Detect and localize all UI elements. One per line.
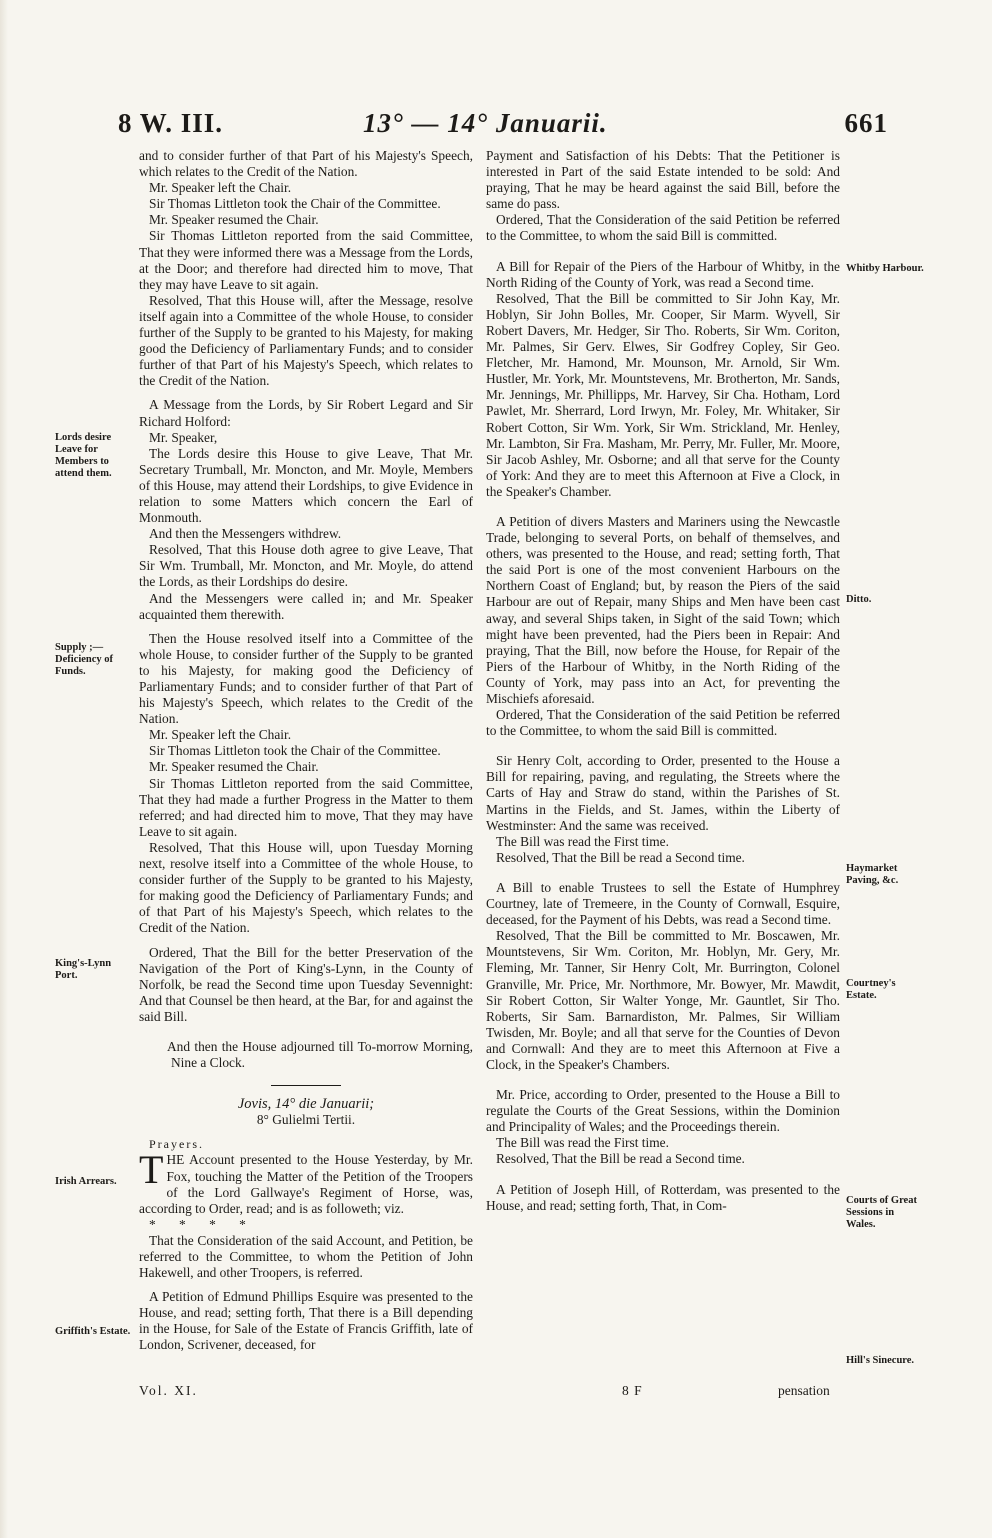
- drop-cap: T: [139, 1147, 164, 1193]
- paragraph: [139, 1147, 473, 1216]
- header-dates: 13° — 14° Januarii.: [363, 108, 608, 138]
- margin-note-kings-lynn: King's-Lynn Port.: [55, 958, 112, 981]
- paragraph: Mr. Speaker left the Chair.: [149, 180, 292, 196]
- paragraph: and to consider further of that Part of his Majesty's Speech, which relates to the Credit of the Nation.: [139, 148, 473, 180]
- paragraph-text: HE Account presented to the House Yesterday, by Mr. Fox, touching the Matter of the Petition of the Troopers of the Lord Gallwaye's Regiment of Horse, was, according to Order, read; and is as followeth; viz.: [139, 1152, 473, 1216]
- header-page-number: 661: [844, 108, 888, 138]
- paragraph: Ordered, That the Bill for the better Preservation of the Navigation of the Port of King's-Lynn, in the County of Norfolk, be read the Second time upon Tuesday Sevennight: And that Counsel be then heard, at the Bar, for and against the said Bill.: [139, 944, 473, 1024]
- footer-catchword: pensation: [778, 1383, 830, 1398]
- header-regnal-year: 8 W. III.: [118, 108, 224, 138]
- paragraph: A Bill for Repair of the Piers of the Harbour of Whitby, in the North Riding of the County of York, was read a Second time.: [486, 258, 840, 290]
- margin-note-great-sessions: Courts of Great Sessions in Wales.: [846, 1195, 917, 1230]
- paragraph: Resolved, That this House doth agree to give Leave, That Sir Wm. Trumball, Mr. Moncton, and Mr. Moyle, do attend the Lords, as their Lordships do desire.: [139, 542, 473, 590]
- paragraph: Sir Henry Colt, according to Order, presented to the House a Bill for repairing, paving, and regulating, the Streets where the Carts of Hay and Straw do stand, within the Parishes of St. Martins in the Fields, and St. James, within the Liberty of Westminster: And the same was received.: [486, 753, 840, 833]
- paragraph: Resolved, That the Bill be committed to Mr. Boscawen, Mr. Mountstevens, Sir Wm. Coriton, Mr. Hoblyn, Mr. Gery, Mr. Fleming, Mr. Tanner, Sir Henry Colt, Mr. Burrington, Colonel Granville, Mr. Price, Mr. Northmore, Mr. Bowyer, Mr. Mawdit, Sir Robert Cotton, Sir Walter Yonge, Mr. Gauntlet, Sir Tho. Roberts, Sir Sam. Barnardiston, Mr. Palmes, Sir William Twisden, Mr. Boyle; and all that serve for the Counties of Devon and Cornwall: And they are to meet this Afternoon at Five a Clock, in the Speaker's Chambers.: [486, 928, 840, 1072]
- paragraph: Mr. Speaker left the Chair.: [149, 727, 292, 743]
- margin-note-griffiths-estate: Griffith's Estate.: [55, 1326, 131, 1337]
- margin-note-haymarket: Haymarket Paving, &c.: [846, 863, 899, 886]
- paragraph: Ordered, That the Consideration of the said Petition be referred to the Committee, to whom the said Bill is committed.: [486, 707, 840, 739]
- margin-note-lords-desire: Lords desire Leave for Members to attend them.: [55, 432, 112, 479]
- margin-note-courtney: Courtney's Estate.: [846, 978, 896, 1001]
- omission-stars: * * * *: [149, 1216, 256, 1232]
- paragraph: The Lords desire this House to give Leave, That Mr. Secretary Trumball, Mr. Moncton, and Mr. Moyle, Members of this House, may attend their Lordships, to give Evidence in relation to some Matters which concern the Earl of Monmouth.: [139, 445, 473, 526]
- paragraph: The Bill was read the First time.: [496, 1135, 669, 1151]
- prayers-heading: Prayers.: [149, 1137, 204, 1152]
- day-heading: Jovis, 14° die Januarii;: [237, 1096, 375, 1113]
- paragraph: Mr. Speaker resumed the Chair.: [149, 759, 319, 775]
- adjournment-note: And then the House adjourned till To-morrow Morning, Nine a Clock.: [167, 1038, 473, 1071]
- margin-note-supply: Supply ;— Deficiency of Funds.: [55, 642, 114, 677]
- right-column: [486, 148, 840, 1214]
- paragraph: Then the House resolved itself into a Committee of the whole House, to consider further of the Supply to be granted to his Majesty, for making good the Deficiency of Parliamentary Funds; and to consider further of that Part of his Majesty's Speech, which relates to the Credit of the Nation.: [139, 630, 473, 727]
- paragraph: Ordered, That the Consideration of the said Petition be referred to the Committee, to whom the said Bill is committed.: [486, 212, 840, 244]
- margin-note-irish-arrears: Irish Arrears.: [55, 1176, 117, 1187]
- paragraph: A Bill to enable Trustees to sell the Estate of Humphrey Courtney, late of Tremeere, in the County of Cornwall, Esquire, deceased, for the Payment of his Debts, was read a Second time.: [486, 879, 840, 928]
- paragraph: Resolved, That the Bill be read a Second time.: [496, 849, 745, 865]
- paragraph: Mr. Speaker,: [149, 429, 218, 445]
- paragraph: Sir Thomas Littleton took the Chair of the Committee.: [149, 196, 441, 212]
- paragraph: A Petition of Joseph Hill, of Rotterdam, was presented to the House, and read; setting forth, That, in Com-: [486, 1181, 840, 1213]
- margin-note-ditto: Ditto.: [846, 594, 872, 605]
- paragraph: Resolved, That this House will, upon Tuesday Morning next, resolve itself into a Committee of the whole House, to consider further of the Supply to be granted to his Majesty, for making good the Deficiency of Parliamentary Funds; and of that Part of his Majesty's Speech, which relates to the Credit of the Nation.: [139, 839, 473, 936]
- left-column: [139, 148, 473, 1354]
- paragraph: Mr. Speaker resumed the Chair.: [149, 212, 319, 228]
- paragraph: And then the Messengers withdrew.: [149, 526, 342, 542]
- paragraph: A Petition of Edmund Phillips Esquire was presented to the House, and read; setting forth, That there is a Bill depending in the House, for Sale of the Estate of Francis Griffith, late of London, Scrivener, deceased, for: [139, 1289, 473, 1353]
- footer-volume: Vol. XI.: [139, 1383, 198, 1398]
- paragraph: Mr. Price, according to Order, presented to the House a Bill to regulate the Courts of the Great Sessions, within the Dominion and Principality of Wales; and the Proceedings therein.: [486, 1087, 840, 1135]
- paragraph: Payment and Satisfaction of his Debts: That the Petitioner is interested in Part of the said Estate intended to be sold: And praying, That he may be heard against the said Bill, before the same do pass.: [486, 148, 840, 212]
- margin-note-whitby: Whitby Harbour.: [846, 263, 924, 274]
- regnal-heading: 8° Gulielmi Tertii.: [256, 1112, 356, 1128]
- paragraph: Resolved, That the Bill be committed to Sir John Kay, Mr. Hoblyn, Sir John Bolles, Mr. Cooper, Sir Marm. Wyvell, Sir Robert Davers, Mr. Hedger, Sir Tho. Roberts, Sir Wm. Coriton, Mr. Palmes, Sir Gerv. Elwes, Sir Godfrey Copley, Sir Geo. Fletcher, Mr. Hamond, Mr. Mounson, Mr. Arnold, Sir Wm. Hustler, Mr. York, Mr. Mountstevens, Mr. Brotherton, Mr. Sands, Mr. Jennings, Mr. Phillipps, Mr. Harvey, Sir Cha. Hotham, Lord Pawlet, Mr. Sherrard, Lord Irwyn, Mr. Foley, Mr. Whitaker, Sir Robert Cotton, Sir Wm. York, Sir Wm. Strickland, Mr. Henley, Mr. Lambton, Sir Fra. Masham, Mr. Perry, Mr. Fuller, Mr. Moore, Sir Jacob Ashley, Mr. Osborne; and all that serve for the County of York: And they are to meet this Afternoon at Five a Clock, in the Speaker's Chamber.: [486, 290, 840, 499]
- paragraph: Sir Thomas Littleton reported from the said Committee, That they were informed there was a Message from the Lords, at the Door; and therefore had directed him to move, That they may have Leave to sit again.: [139, 228, 473, 292]
- footer-signature: 8 F: [622, 1383, 643, 1398]
- paragraph: Resolved, That this House will, after the Message, resolve itself again into a Committee of the whole House, to consider further of the Supply to be granted to his Majesty, for making good the Deficiency of Parliamentary Funds; and to consider further of that Part of his Majesty's Speech, which relates to the Credit of the Nation.: [139, 292, 473, 389]
- paragraph: A Petition of divers Masters and Mariners using the Newcastle Trade, belonging to several Ports, on behalf of themselves, and others, was presented to the House, and read; setting forth, That the said Port is one of the most convenient Harbours on the Northern Coast of England; but, by reason the Piers of the said Harbour are out of Repair, many Ships and Men have been cast away, and several Ships taken, in Sight of the said Town; which might have been prevented, had the Piers been in Repair: And praying, That the Bill, now before the House, for Repair of the Piers of the Harbour of Whitby, in the North Riding of the County of York, may pass into an Act, for preventing the Mischiefs aforesaid.: [486, 513, 840, 706]
- paragraph: Sir Thomas Littleton took the Chair of the Committee.: [149, 743, 441, 759]
- paragraph: The Bill was read the First time.: [496, 833, 669, 849]
- scan-edge-shadow: [0, 0, 8, 1538]
- paragraph: Resolved, That the Bill be read a Second time.: [496, 1151, 745, 1167]
- paragraph: Sir Thomas Littleton reported from the said Committee, That they had made a further Progress in the Matter to them referred; and had directed him to move, That they may have Leave to sit again.: [139, 775, 473, 839]
- paragraph: And the Messengers were called in; and Mr. Speaker acquainted them therewith.: [139, 590, 473, 622]
- margin-note-hills-sinecure: Hill's Sinecure.: [846, 1355, 915, 1366]
- paragraph: A Message from the Lords, by Sir Robert Legard and Sir Richard Holford:: [139, 397, 473, 429]
- page-header: [118, 108, 888, 148]
- paragraph: That the Consideration of the said Account, and Petition, be referred to the Committee, to whom the Petition of John Hakewell, and other Troopers, is referred.: [139, 1232, 473, 1281]
